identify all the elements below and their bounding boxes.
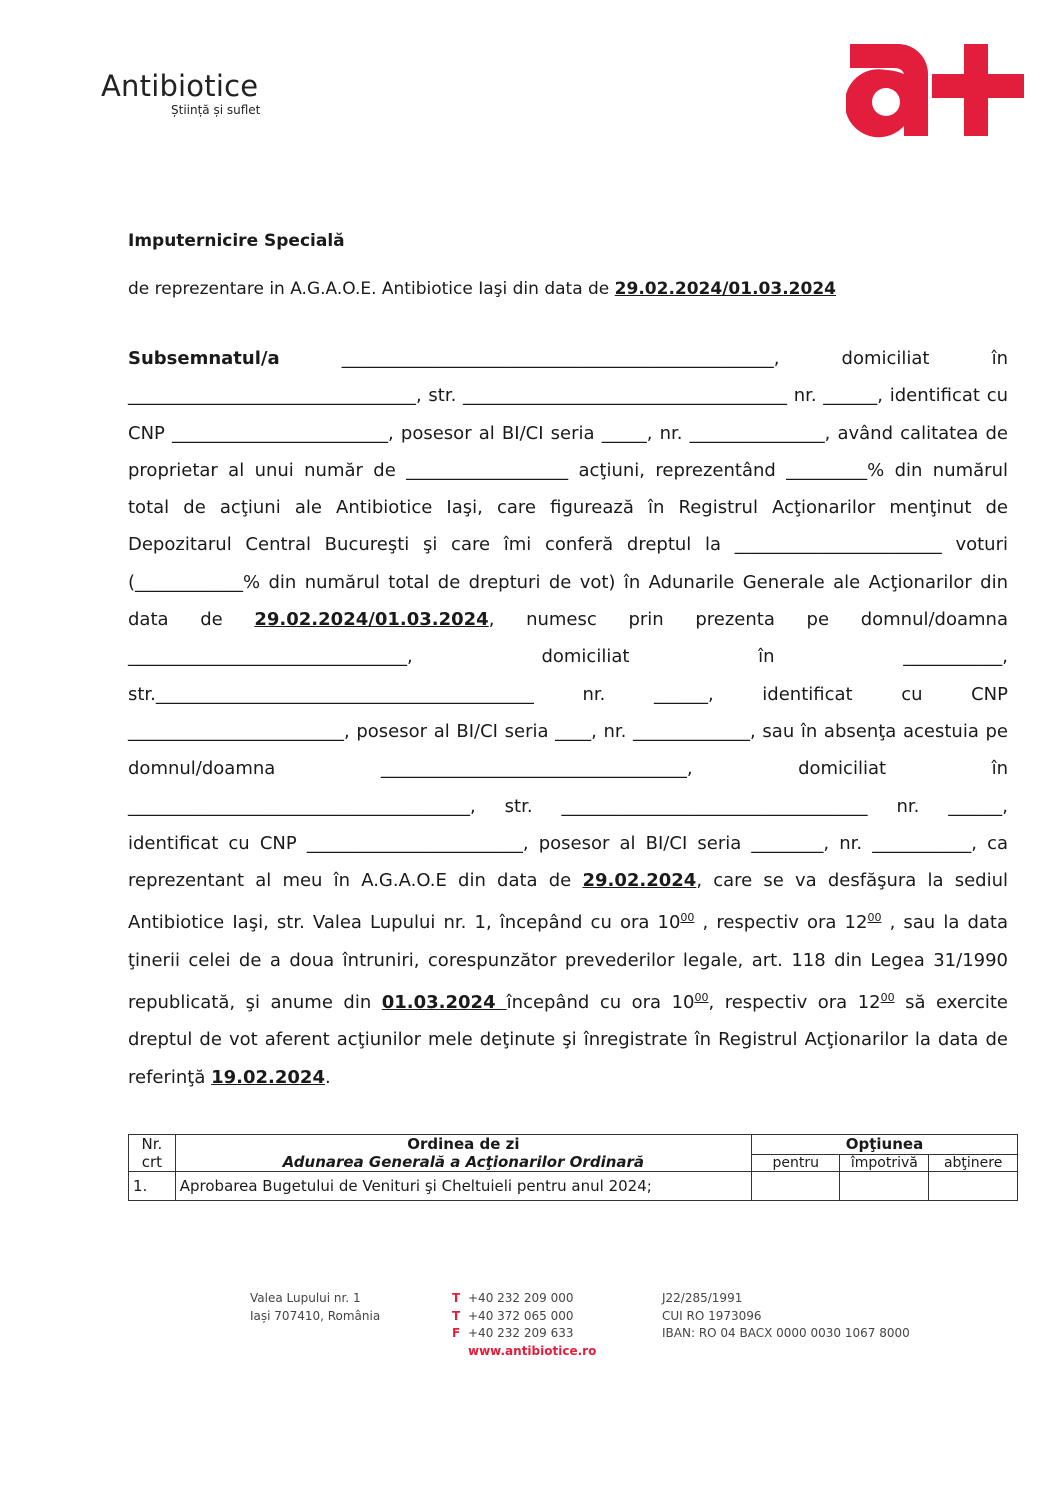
footer-address <box>250 1290 380 1325</box>
body-segment-7: , respectiv ora 12 <box>708 992 881 1014</box>
time-superscript: 00 <box>694 991 709 1005</box>
body-segment-4: , respectiv ora 12 <box>694 912 868 934</box>
agenda-table <box>128 1134 1018 1201</box>
body-segment-6: începând cu ora 10 <box>506 992 695 1014</box>
header-nr-crt <box>129 1135 176 1172</box>
header-impotriva: împotrivă <box>840 1154 929 1171</box>
footer-address-line-1: Valea Lupului nr. 1 <box>250 1291 361 1305</box>
header-ordinea <box>175 1135 751 1172</box>
header-adunarea: Adunarea Generală a Acţionarilor Ordinară <box>282 1153 645 1171</box>
reference-date: 19.02.2024 <box>211 1066 325 1088</box>
subtitle-text: de reprezentare in A.G.A.O.E. Antibiotice Iaşi din data de <box>128 279 615 299</box>
footer-cui: CUI RO 1973096 <box>662 1308 762 1323</box>
footer-address-line-2: Iași 707410, România <box>250 1308 381 1323</box>
vote-pentru-cell[interactable] <box>751 1172 840 1201</box>
subtitle-date: 29.02.2024/01.03.2024 <box>614 279 836 299</box>
document-title: Imputernicire Specială <box>128 231 345 251</box>
vote-abtinere-cell[interactable] <box>929 1172 1018 1201</box>
time-superscript: 00 <box>880 991 895 1005</box>
meeting-date-2: 29.02.2024 <box>582 870 697 892</box>
header-abtinere: abţinere <box>929 1154 1018 1171</box>
proxy-body-text <box>128 340 1008 1096</box>
header-ordinea-de-zi: Ordinea de zi <box>407 1135 520 1153</box>
table-row <box>129 1172 1018 1201</box>
vote-impotriva-cell[interactable] <box>840 1172 929 1201</box>
website-link[interactable]: www.antibiotice.ro <box>468 1343 597 1358</box>
phone-1: +40 232 209 000 <box>468 1291 574 1305</box>
body-segment-2: , numesc prin prezenta pe domnul/doamna _______________________________, domiciliat în ___________, str.__________________________________________ nr. ______, identificat cu CNP ________________________, posesor al BI/CI seria ____, nr. _____________, sau în absenţa acestuia pe domnul/doamna __________________________________, domiciliat în ______________________________________, str. __________________________________ nr. ______, identificat cu CNP ________________________, posesor al BI/CI seria ________, nr. ___________, ca reprezentant al meu în A.G.A.O.E din data de <box>128 609 1008 892</box>
footer-registration <box>662 1290 910 1343</box>
footer-iban: IBAN: RO 04 BACX 0000 0030 1067 8000 <box>662 1326 910 1340</box>
body-segment-3: , care se va desfăşura la sediul Antibiotice Iaşi, str. Valea Lupului nr. 1, începând cu ora 10 <box>128 870 1008 934</box>
a-plus-logo-icon <box>846 40 1026 140</box>
phone-label: T <box>452 1308 461 1323</box>
brand-tagline: Știință și suflet <box>171 103 261 117</box>
time-superscript: 00 <box>680 911 695 925</box>
fax-label: F <box>452 1326 461 1340</box>
fax-number: +40 232 209 633 <box>468 1326 574 1340</box>
brand-name: Antibiotice <box>101 69 259 103</box>
body-segment-5: , sau la data ţinerii celei de a doua întruniri, corespunzător prevederilor legale, art. 118 din Legea 31/1990 republicată, şi anume din <box>128 912 1008 1014</box>
header-crt: crt <box>141 1153 163 1171</box>
subsemnatul-label: Subsemnatul/a <box>128 348 280 369</box>
footer-contact <box>452 1290 596 1360</box>
footer-reg: J22/285/1991 <box>662 1291 743 1305</box>
meeting-date-1: 29.02.2024/01.03.2024 <box>254 609 489 631</box>
body-segment-9: . <box>324 1066 331 1088</box>
document-subtitle <box>128 279 836 299</box>
row-nr: 1. <box>129 1172 176 1201</box>
meeting-date-3: 01.03.2024 <box>381 992 507 1014</box>
table-header-row <box>129 1135 1018 1155</box>
header-nr: Nr. <box>141 1135 163 1153</box>
row-text: Aprobarea Bugetului de Venituri şi Cheltuieli pentru anul 2024; <box>175 1172 751 1201</box>
time-superscript: 00 <box>867 911 882 925</box>
header-pentru: pentru <box>751 1154 840 1171</box>
body-segment-8: să exercite dreptul de vot aferent acţiunilor mele deţinute şi înregistrate în Registrul Acţionarilor la data de referinţă <box>128 992 1008 1088</box>
company-logo <box>101 70 260 117</box>
phone-2: +40 372 065 000 <box>468 1308 574 1323</box>
body-segment-1: ________________________________________________, domiciliat în ________________________________, str. ____________________________________ nr. ______, identificat cu CNP ________________________, posesor al BI/CI seria _____, nr. _______________, având calitatea de proprietar al unui număr de __________________ acţiuni, reprezentând _________% din numărul total de acţiuni ale Antibiotice Iaşi, care figurează în Registrul Acţionarilor menţinut de Depozitarul Central Bucureşti şi care îmi conferă dreptul la _______________________ voturi (____________% din numărul total de drepturi de vot) în Adunarile Generale ale Acţionarilor din data de <box>128 348 1008 631</box>
phone-label: T <box>452 1291 461 1305</box>
header-optiunea: Opţiunea <box>751 1135 1017 1155</box>
